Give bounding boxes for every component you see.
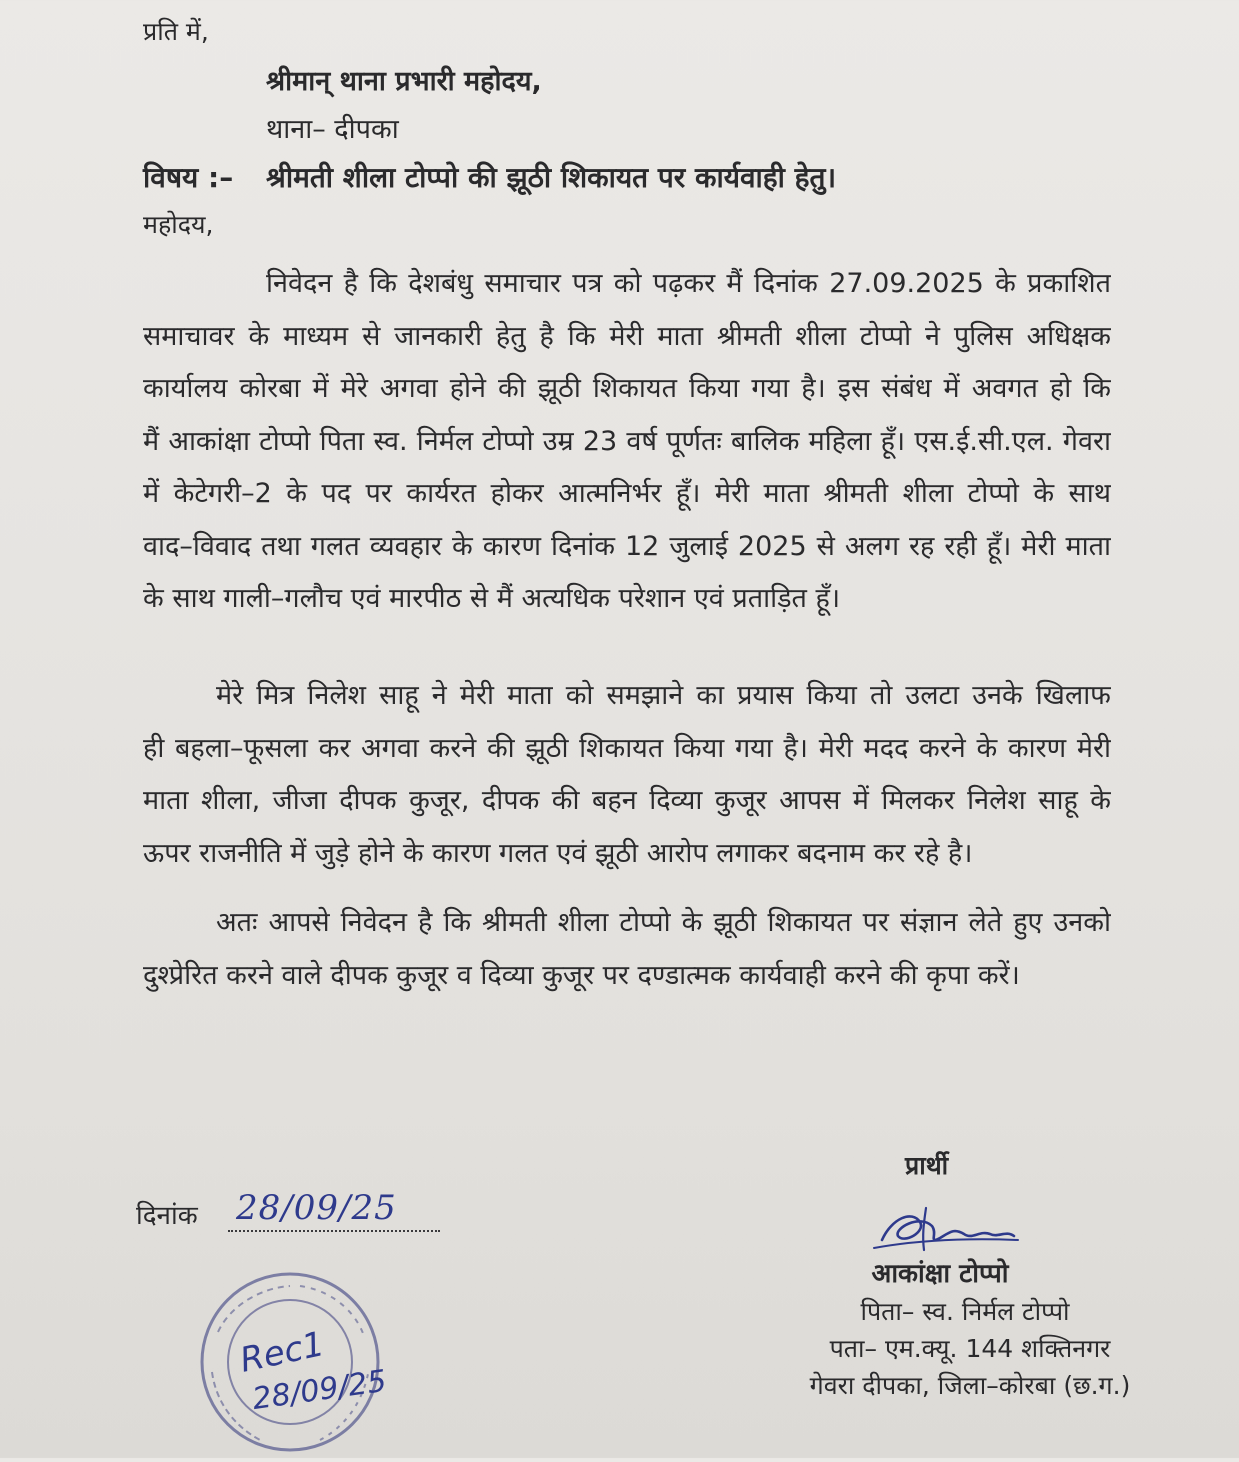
stamp-hand-date: 28/09/25 [250,1363,389,1418]
paragraph-2 [143,670,1111,880]
paragraph-line: ऊपर राजनीति में जुड़े होने के कारण गलत एवं झूठी आरोप लगाकर बदनाम कर रहे है। [143,837,973,869]
date-label: दिनांक [136,1201,198,1231]
paragraph-line: ही बहला–फूसला कर अगवा करने की झूठी शिकायत किया गया है। मेरी मदद करने के कारण मेरी [143,732,1111,764]
to-line: प्रति में, [143,17,209,46]
paragraph-3 [143,897,1111,1002]
subject-label: विषय :– [143,161,234,194]
applicant-label: प्रार्थी [905,1151,949,1180]
paragraph-line: कार्यालय कोरबा में मेरे अगवा होने की झूठी शिकायत किया गया है। इस संबंध में अवगत हो कि [143,373,1111,404]
paragraph-line: वाद–विवाद तथा गलत व्यवहार के कारण दिनांक 12 जुलाई 2025 से अलग रह रही हूँ। मेरी माता [143,530,1111,562]
paragraph-line: समाचावर के माध्यम से जानकारी हेतु है कि मेरी माता श्रीमती शीला टोप्पो ने पुलिस अधिक्षक [143,320,1111,352]
subject-text: श्रीमती शीला टोप्पो की झूठी शिकायत पर कार्यवाही हेतु। [266,161,837,194]
applicant-details [740,1256,1140,1404]
recipient-line: श्रीमान् थाना प्रभारी महोदय, [266,66,542,97]
paragraph-line: मैं आकांक्षा टोप्पो पिता स्व. निर्मल टोप्पो उम्र 23 वर्ष पूर्णतः बालिक महिला हूँ। एस.ई.सी.एल. गेवरा [143,425,1111,457]
applicant-address-1: पता– एम.क्यू. 144 शक्तिनगर [829,1334,1111,1363]
applicant-address-2: गेवरा दीपका, जिला–कोरबा (छ.ग.) [809,1371,1131,1400]
paragraph-line: दुश्प्रेरित करने वाले दीपक कुजूर व दिव्या कुजूर पर दण्डात्मक कार्यवाही करने की कृपा करें। [143,959,1020,991]
station-line: थाना– दीपका [266,114,399,145]
paragraph-line: निवेदन है कि देशबंधु समाचार पत्र को पढ़कर मैं दिनांक 27.09.2025 के प्रकाशित [266,268,1111,299]
stamp-hand-top: Rec1 [236,1324,328,1381]
office-stamp [190,1262,390,1462]
paragraph-line: मेरे मित्र निलेश साहू ने मेरी माता को समझाने का प्रयास किया तो उलटा उनके खिलाफ [216,680,1111,711]
date-handwritten: 28/09/25 [236,1188,397,1228]
paragraph-line: अतः आपसे निवेदन है कि श्रीमती शीला टोप्पो के झूठी शिकायत पर संज्ञान लेते हुए उनको [216,907,1111,938]
date-dotted-line [228,1230,440,1232]
paragraph-1 [143,258,1111,626]
paragraph-line: माता शीला, जीजा दीपक कुजूर, दीपक की बहन दिव्या कुजूर आपस में मिलकर निलेश साहू के [143,785,1111,816]
paragraph-line: में केटेगरी–2 के पद पर कार्यरत होकर आत्मनिर्भर हूँ। मेरी माता श्रीमती शीला टोप्पो के साथ [143,478,1111,509]
paragraph-line: के साथ गाली–गलौच एवं मारपीठ से मैं अत्यधिक परेशान एवं प्रताड़ित हूँ। [143,583,841,614]
applicant-name: आकांक्षा टोप्पो [871,1259,1009,1289]
applicant-father: पिता– स्व. निर्मल टोप्पो [860,1297,1070,1326]
salutation: महोदय, [143,210,214,239]
